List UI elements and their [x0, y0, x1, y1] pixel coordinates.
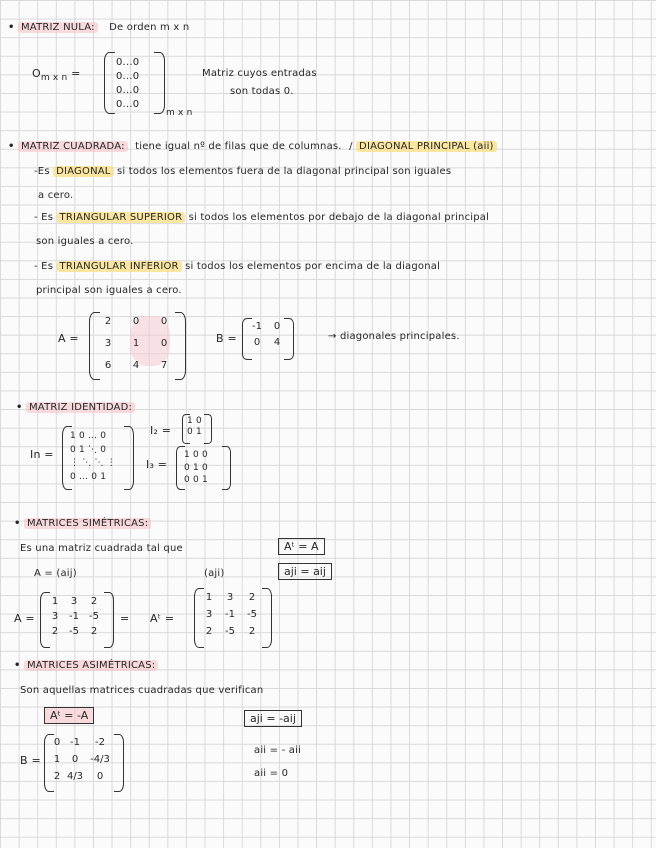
simetricas-at-label: Aᵗ = — [150, 612, 175, 625]
nula-desc: De orden m x n — [109, 22, 190, 33]
identidad-i2-paren-right — [204, 414, 212, 444]
cuadrada-line-1b: a cero. — [38, 190, 74, 201]
identidad-in-matrix: 1 0 ... 0 0 1 ⋱ 0 ⋮ ⋱ ⋱ ⋮ 0 ... 0 1 — [70, 431, 116, 482]
cuadrada-a-paren-right — [175, 312, 186, 380]
section-cuadrada-heading: • MATRIZ CUADRADA: tiene igual nº de filas que de columnas. / DIAGONAL PRINCIPAL (aii) — [8, 141, 497, 152]
section-simetricas-heading: • MATRICES SIMÉTRICAS: — [14, 518, 151, 529]
nula-matrix: 0...0 0...0 0...0 0...0 — [116, 57, 140, 110]
cuadrada-line-3: - Es TRIANGULAR INFERIOR si todos los elementos por encima de la diagonal — [34, 261, 441, 272]
cuadrada-a-paren-left — [89, 312, 100, 380]
cuadrada-line-2: - Es TRIANGULAR SUPERIOR si todos los elementos por debajo de la diagonal principal — [34, 212, 490, 223]
asimetricas-title: MATRICES ASIMÉTRICAS: — [24, 660, 158, 671]
identidad-in-label: In = — [30, 448, 54, 461]
diagonal-principal-label: DIAGONAL PRINCIPAL (aii) — [356, 141, 497, 152]
asimetricas-desc: Son aquellas matrices cuadradas que verifican — [20, 685, 264, 696]
identidad-i2-matrix: 1 0 0 1 — [187, 416, 202, 437]
asimetricas-box-aji: aji = -aij — [244, 710, 302, 727]
identidad-i3-label: I₃ = — [146, 458, 168, 471]
diagonales-note: → diagonales principales. — [328, 331, 460, 342]
asimetricas-box-at: Aᵗ = -A — [44, 707, 94, 724]
section-identidad-heading: • MATRIZ IDENTIDAD: — [16, 402, 135, 413]
nula-matrix-sub: m x n — [166, 108, 193, 118]
cuadrada-line-1: -Es DIAGONAL si todos los elementos fuera de la diagonal principal son iguales — [34, 166, 452, 177]
cuadrada-b-paren-right — [284, 318, 294, 360]
cuadrada-b-label: B = — [216, 332, 237, 345]
asimetricas-formula-1: aii = - aii — [254, 745, 302, 756]
asimetricas-formula-2: aii = 0 — [254, 768, 289, 779]
section-nula-heading: • MATRIZ NULA: De orden m x n — [8, 22, 190, 33]
section-asimetricas-heading: • MATRICES ASIMÉTRICAS: — [14, 660, 158, 671]
identidad-i2-label: I₂ = — [150, 424, 172, 437]
simetricas-desc: Es una matriz cuadrada tal que — [20, 543, 183, 554]
simetricas-eq: = — [120, 612, 130, 625]
simetricas-box-at: Aᵗ = A — [278, 538, 325, 555]
cuadrada-a-label: A = — [58, 332, 79, 345]
simetricas-a-paren-right — [104, 592, 114, 648]
cuadrada-desc: tiene igual nº de filas que de columnas. — [135, 141, 342, 152]
identidad-i3-matrix: 1 0 0 0 1 0 0 0 1 — [184, 450, 208, 485]
simetricas-at-def: (aji) — [204, 568, 225, 579]
nula-note-1: Matriz cuyos entradas — [202, 68, 317, 79]
cuadrada-line-2b: son iguales a cero. — [36, 236, 134, 247]
nula-paren-left — [104, 52, 115, 114]
nula-note-2: son todas 0. — [230, 86, 294, 97]
nula-paren-right — [154, 52, 165, 114]
nula-title: MATRIZ NULA: — [18, 22, 98, 33]
simetricas-a-label: A = — [14, 612, 35, 625]
simetricas-title: MATRICES SIMÉTRICAS: — [24, 518, 151, 529]
identidad-in-paren-right — [124, 426, 134, 490]
simetricas-a-def: A = (aij) — [34, 568, 77, 579]
identidad-i3-paren-right — [222, 446, 231, 490]
cuadrada-line-3b: principal son iguales a cero. — [36, 285, 182, 296]
notes-page: • MATRIZ NULA: De orden m x n $O_{m x n}$ = 0...0 0...0 0...0 0...0 m x n Matriz cuyos entradas son todas 0. • MATRIZ CUADRADA: tiene igual nº de filas que de columnas. / DIAGONAL PRINCIPAL (aii) -Es DIAGONAL si todos los elementos fuera de la diagonal principal son iguales a cero. - Es TRIANGULAR SUPERIOR si todos los elementos por debajo de la diagonal principal son iguales a cero. - Es TRIANGULAR INFERIOR si todos los elementos por encima de la diagonal principal son iguales a cero. A = 2 0 0 3 1 0 6 4 7 B = -1 0 0 4 → diagonales principales. • MATRIZ IDENTIDAD: In = 1 0 ... 0 0 1 ⋱ 0 ⋮ ⋱ ⋱ ⋮ 0 ... 0 1 I₂ = 1 0 0 1 I₃ = 1 0 0 0 1 0 0 0 1 • MATRICES SIMÉTRICAS: Es una matriz cuadrada tal que Aᵗ = A A = (aij) (aji) aji = aij A = 1 3 2 3 -1 -5 2 -5 2 = Aᵗ = 1 3 2 3 -1 -5 2 -5 2 • MATRICES ASIMÉTRICAS: Son aquellas matrices cuadradas que verifican Aᵗ = -A aji = -aij aii = - aii aii = 0 B = 0 -1 -2 1 0 -4/3 2 4/3 0 — [0, 0, 656, 848]
nula-label: $O_{m x n}$ = — [32, 67, 81, 84]
asimetricas-b-label: B = — [20, 754, 41, 767]
cuadrada-title: MATRIZ CUADRADA: — [18, 141, 128, 152]
asimetricas-b-paren-right — [114, 734, 124, 792]
simetricas-box-aji: aji = aij — [278, 563, 332, 580]
identidad-title: MATRIZ IDENTIDAD: — [26, 402, 135, 413]
simetricas-at-paren-right — [262, 588, 272, 648]
